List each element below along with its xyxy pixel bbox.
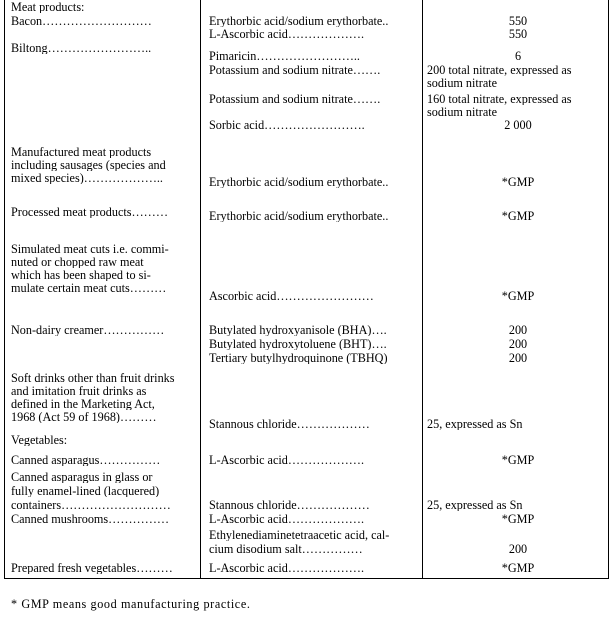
- table-cell: which has been shaped to si-: [11, 269, 151, 281]
- table-cell: *GMP: [501, 562, 535, 574]
- table-cell: 550: [508, 15, 528, 27]
- table-cell: Ethylenediaminetetraacetic acid, cal-: [209, 529, 390, 541]
- table-cell: Vegetables:: [11, 434, 68, 446]
- table-cell: sodium nitrate: [427, 106, 498, 118]
- table-cell: Sorbic acid…………………….: [209, 119, 365, 131]
- table-cell: Canned asparagus in glass or: [11, 471, 153, 483]
- table-cell: fully enamel-lined (lacquered): [11, 485, 160, 497]
- table-cell: 200: [508, 543, 528, 555]
- table-bottom-border: [4, 578, 609, 579]
- table-cell: 200 total nitrate, expressed as: [427, 64, 572, 76]
- table-cell: 550: [508, 28, 528, 40]
- table-cell: Processed meat products………: [11, 206, 169, 218]
- table-cell: 2 000: [504, 119, 532, 131]
- table-cell: Soft drinks other than fruit drinks: [11, 372, 175, 384]
- table-cell: L-Ascorbic acid……………….: [209, 562, 365, 574]
- table-cell: cium disodium salt……………: [209, 543, 363, 555]
- table-cell: Pimaricin……………………..: [209, 50, 360, 62]
- table-cell: Butylated hydroxytoluene (BHT)….: [209, 338, 387, 350]
- table-cell: Potassium and sodium nitrate…….: [209, 93, 381, 105]
- table-cell: 200: [508, 352, 528, 364]
- table-cell: sodium nitrate: [427, 77, 498, 89]
- table-cell: *GMP: [501, 210, 535, 222]
- table-cell: Tertiary butylhydroquinone (TBHQ): [209, 352, 388, 364]
- table-cell: Stannous chloride………………: [209, 499, 370, 511]
- table-cell: *GMP: [501, 290, 535, 302]
- table-cell: Canned asparagus……………: [11, 454, 161, 466]
- table-left-border: [4, 0, 5, 578]
- table-cell: Manufactured meat products: [11, 146, 152, 158]
- table-cell: Biltong……………………..: [11, 42, 152, 54]
- table-cell: 25, expressed as Sn: [427, 418, 523, 430]
- table-cell: 1968 (Act 59 of 1968)………: [11, 411, 157, 423]
- table-cell: mulate certain meat cuts………: [11, 282, 167, 294]
- table-cell: 25, expressed as Sn: [427, 499, 523, 511]
- table-cell: Erythorbic acid/sodium erythorbate..: [209, 210, 389, 222]
- footnote-gmp: * GMP means good manufacturing practice.: [11, 597, 251, 611]
- table-cell: Erythorbic acid/sodium erythorbate..: [209, 176, 389, 188]
- column-divider-1: [200, 0, 201, 578]
- table-cell: L-Ascorbic acid……………….: [209, 513, 365, 525]
- table-cell: Canned mushrooms……………: [11, 513, 170, 525]
- table-cell: nuted or chopped raw meat: [11, 256, 144, 268]
- table-cell: *GMP: [501, 176, 535, 188]
- table-cell: *GMP: [501, 454, 535, 466]
- table-cell: Non-dairy creamer……………: [11, 324, 165, 336]
- column-divider-2: [422, 0, 423, 578]
- table-cell: *GMP: [501, 513, 535, 525]
- table-cell: Ascorbic acid……………………: [209, 290, 374, 302]
- table-cell: Prepared fresh vegetables………: [11, 562, 173, 574]
- table-cell: mixed species)………………..: [11, 172, 163, 184]
- table-cell: L-Ascorbic acid……………….: [209, 28, 365, 40]
- table-cell: Butylated hydroxyanisole (BHA)….: [209, 324, 387, 336]
- table-cell: Stannous chloride………………: [209, 418, 370, 430]
- table-cell: including sausages (species and: [11, 159, 166, 171]
- table-cell: Erythorbic acid/sodium erythorbate..: [209, 15, 389, 27]
- table-cell: L-Ascorbic acid……………….: [209, 454, 365, 466]
- table-cell: Bacon………………………: [11, 15, 152, 27]
- table-cell: 200: [508, 338, 528, 350]
- table-cell: 6: [514, 50, 522, 62]
- table-cell: and imitation fruit drinks as: [11, 385, 147, 397]
- table-cell: defined in the Marketing Act,: [11, 398, 155, 410]
- table-cell: 160 total nitrate, expressed as: [427, 93, 572, 105]
- table-cell: Potassium and sodium nitrate…….: [209, 64, 381, 76]
- table-cell: Simulated meat cuts i.e. commi-: [11, 243, 169, 255]
- table-cell: Meat products:: [11, 1, 85, 13]
- table-cell: 200: [508, 324, 528, 336]
- table-cell: containers………………………: [11, 499, 171, 511]
